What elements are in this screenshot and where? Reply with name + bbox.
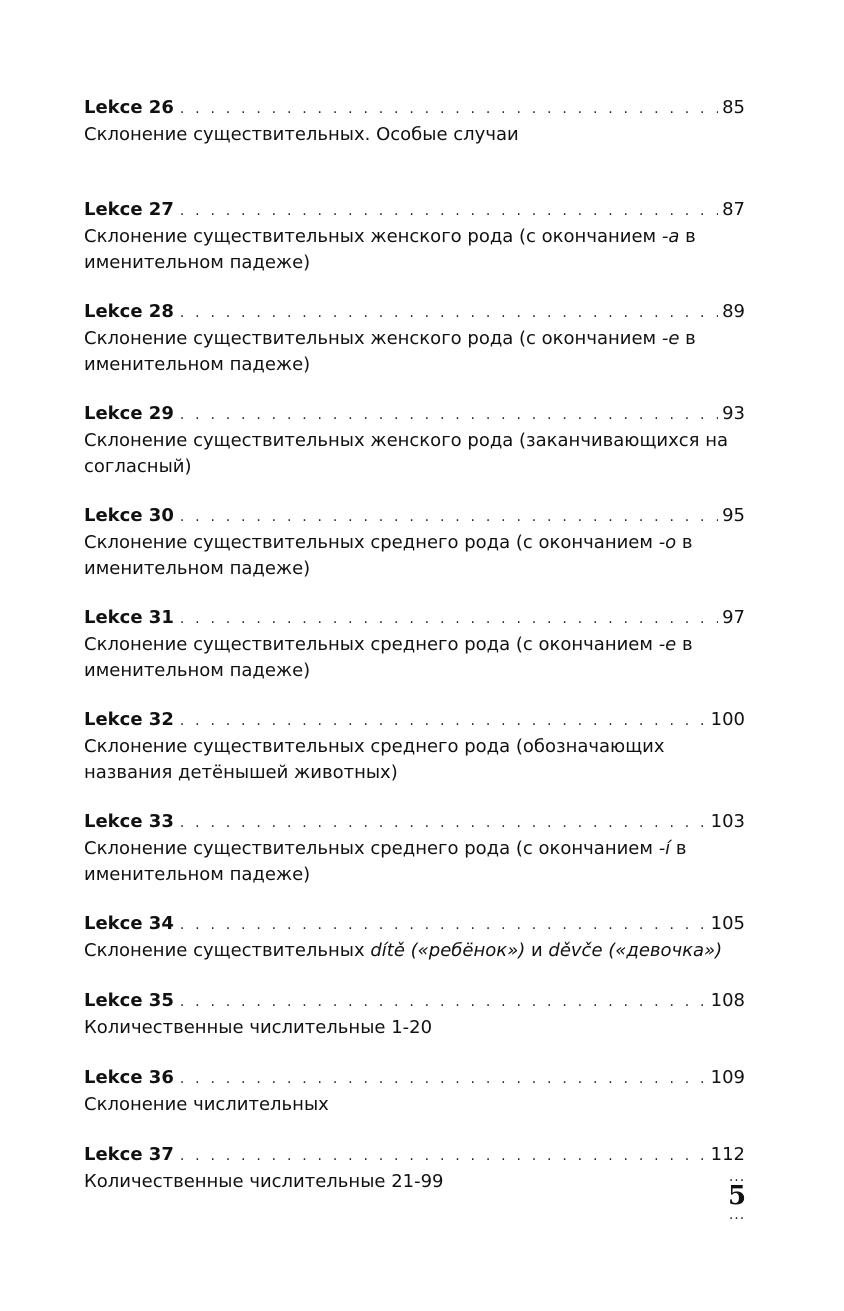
toc-entry-lekce-32 [84, 706, 745, 808]
dot-leader [180, 810, 707, 837]
lesson-description: Склонение существительных. Особые случаи [84, 124, 519, 145]
toc-entry-lekce-26 [84, 94, 745, 196]
page-number: 97 [722, 607, 745, 628]
page-number: 85 [722, 97, 745, 118]
table-of-contents [84, 94, 745, 1218]
toc-entry-head [84, 808, 745, 835]
lesson-description: Количественные числительные 1-20 [84, 1017, 433, 1038]
lesson-title: Lekce 33 [84, 811, 174, 832]
toc-entry-head [84, 1064, 745, 1091]
toc-entry-head [84, 604, 745, 631]
dot-leader [180, 708, 707, 735]
dot-leader [180, 198, 718, 225]
page-number: 93 [722, 403, 745, 424]
page-number: 89 [722, 301, 745, 322]
lesson-title: Lekce 35 [84, 990, 174, 1011]
toc-entry-head [84, 706, 745, 733]
toc-entry-lekce-35 [84, 987, 745, 1064]
toc-entry-head [84, 298, 745, 325]
lesson-description: Склонение существительных среднего рода (с окончанием -o в именительном падеже) [84, 532, 693, 579]
dot-leader [180, 912, 707, 939]
dot-leader [180, 1066, 707, 1093]
toc-entry-lekce-37 [84, 1141, 745, 1218]
lesson-description: Количественные числительные 21-99 [84, 1171, 444, 1192]
lesson-title: Lekce 29 [84, 403, 174, 424]
toc-entry-lekce-30 [84, 502, 745, 604]
page-number: 103 [710, 811, 745, 832]
lesson-description: Склонение существительных среднего рода (с окончанием -í в именительном падеже) [84, 838, 687, 885]
lesson-description: Склонение существительных женского рода (с окончанием -e в именительном падеже) [84, 328, 696, 375]
page-number: 100 [710, 709, 745, 730]
lesson-description: Склонение существительных среднего рода (с окончанием -e в именительном падеже) [84, 634, 693, 681]
lesson-title: Lekce 34 [84, 913, 174, 934]
page-number: 105 [710, 913, 745, 934]
toc-entry-head [84, 1141, 745, 1168]
page-number: 108 [710, 990, 745, 1011]
lesson-description: Склонение существительных женского рода (с окончанием -a в именительном падеже) [84, 226, 696, 273]
toc-entry-lekce-36 [84, 1064, 745, 1141]
folio-page-number: 5 [727, 1181, 747, 1211]
toc-entry-lekce-29 [84, 400, 745, 502]
page-number: 95 [722, 505, 745, 526]
lesson-title: Lekce 30 [84, 505, 174, 526]
lesson-title: Lekce 28 [84, 301, 174, 322]
folio-dots-top: ... [728, 1169, 746, 1185]
toc-entry-head [84, 400, 745, 427]
page-folio [718, 1169, 756, 1223]
lesson-title: Lekce 32 [84, 709, 174, 730]
toc-entry-lekce-28 [84, 298, 745, 400]
toc-entry-lekce-33 [84, 808, 745, 910]
page-number: 109 [710, 1067, 745, 1088]
dot-leader [180, 606, 718, 633]
toc-entry-head [84, 196, 745, 223]
folio-dots-bottom: ... [728, 1207, 746, 1223]
lesson-title: Lekce 26 [84, 97, 174, 118]
page-number: 87 [722, 199, 745, 220]
dot-leader [180, 1143, 707, 1170]
toc-entry-lekce-27 [84, 196, 745, 298]
lesson-description: Склонение существительных женского рода (заканчивающихся на согласный) [84, 430, 728, 477]
toc-entry-head [84, 502, 745, 529]
toc-entry-head [84, 910, 745, 937]
lesson-title: Lekce 31 [84, 607, 174, 628]
dot-leader [180, 96, 718, 123]
toc-entry-lekce-31 [84, 604, 745, 706]
lesson-title: Lekce 36 [84, 1067, 174, 1088]
lesson-description: Склонение существительных среднего рода (обозначающих названия детёнышей животных) [84, 736, 665, 783]
dot-leader [180, 504, 718, 531]
lesson-description: Склонение числительных [84, 1094, 329, 1115]
lesson-description: Склонение существительных dítě («ребёнок») и děvče («девочка») [84, 940, 723, 961]
toc-entry-head [84, 94, 745, 121]
dot-leader [180, 300, 718, 327]
toc-entry-lekce-34 [84, 910, 745, 987]
lesson-title: Lekce 27 [84, 199, 174, 220]
dot-leader [180, 402, 718, 429]
dot-leader [180, 989, 707, 1016]
page-number: 112 [710, 1144, 745, 1165]
lesson-title: Lekce 37 [84, 1144, 174, 1165]
toc-entry-head [84, 987, 745, 1014]
